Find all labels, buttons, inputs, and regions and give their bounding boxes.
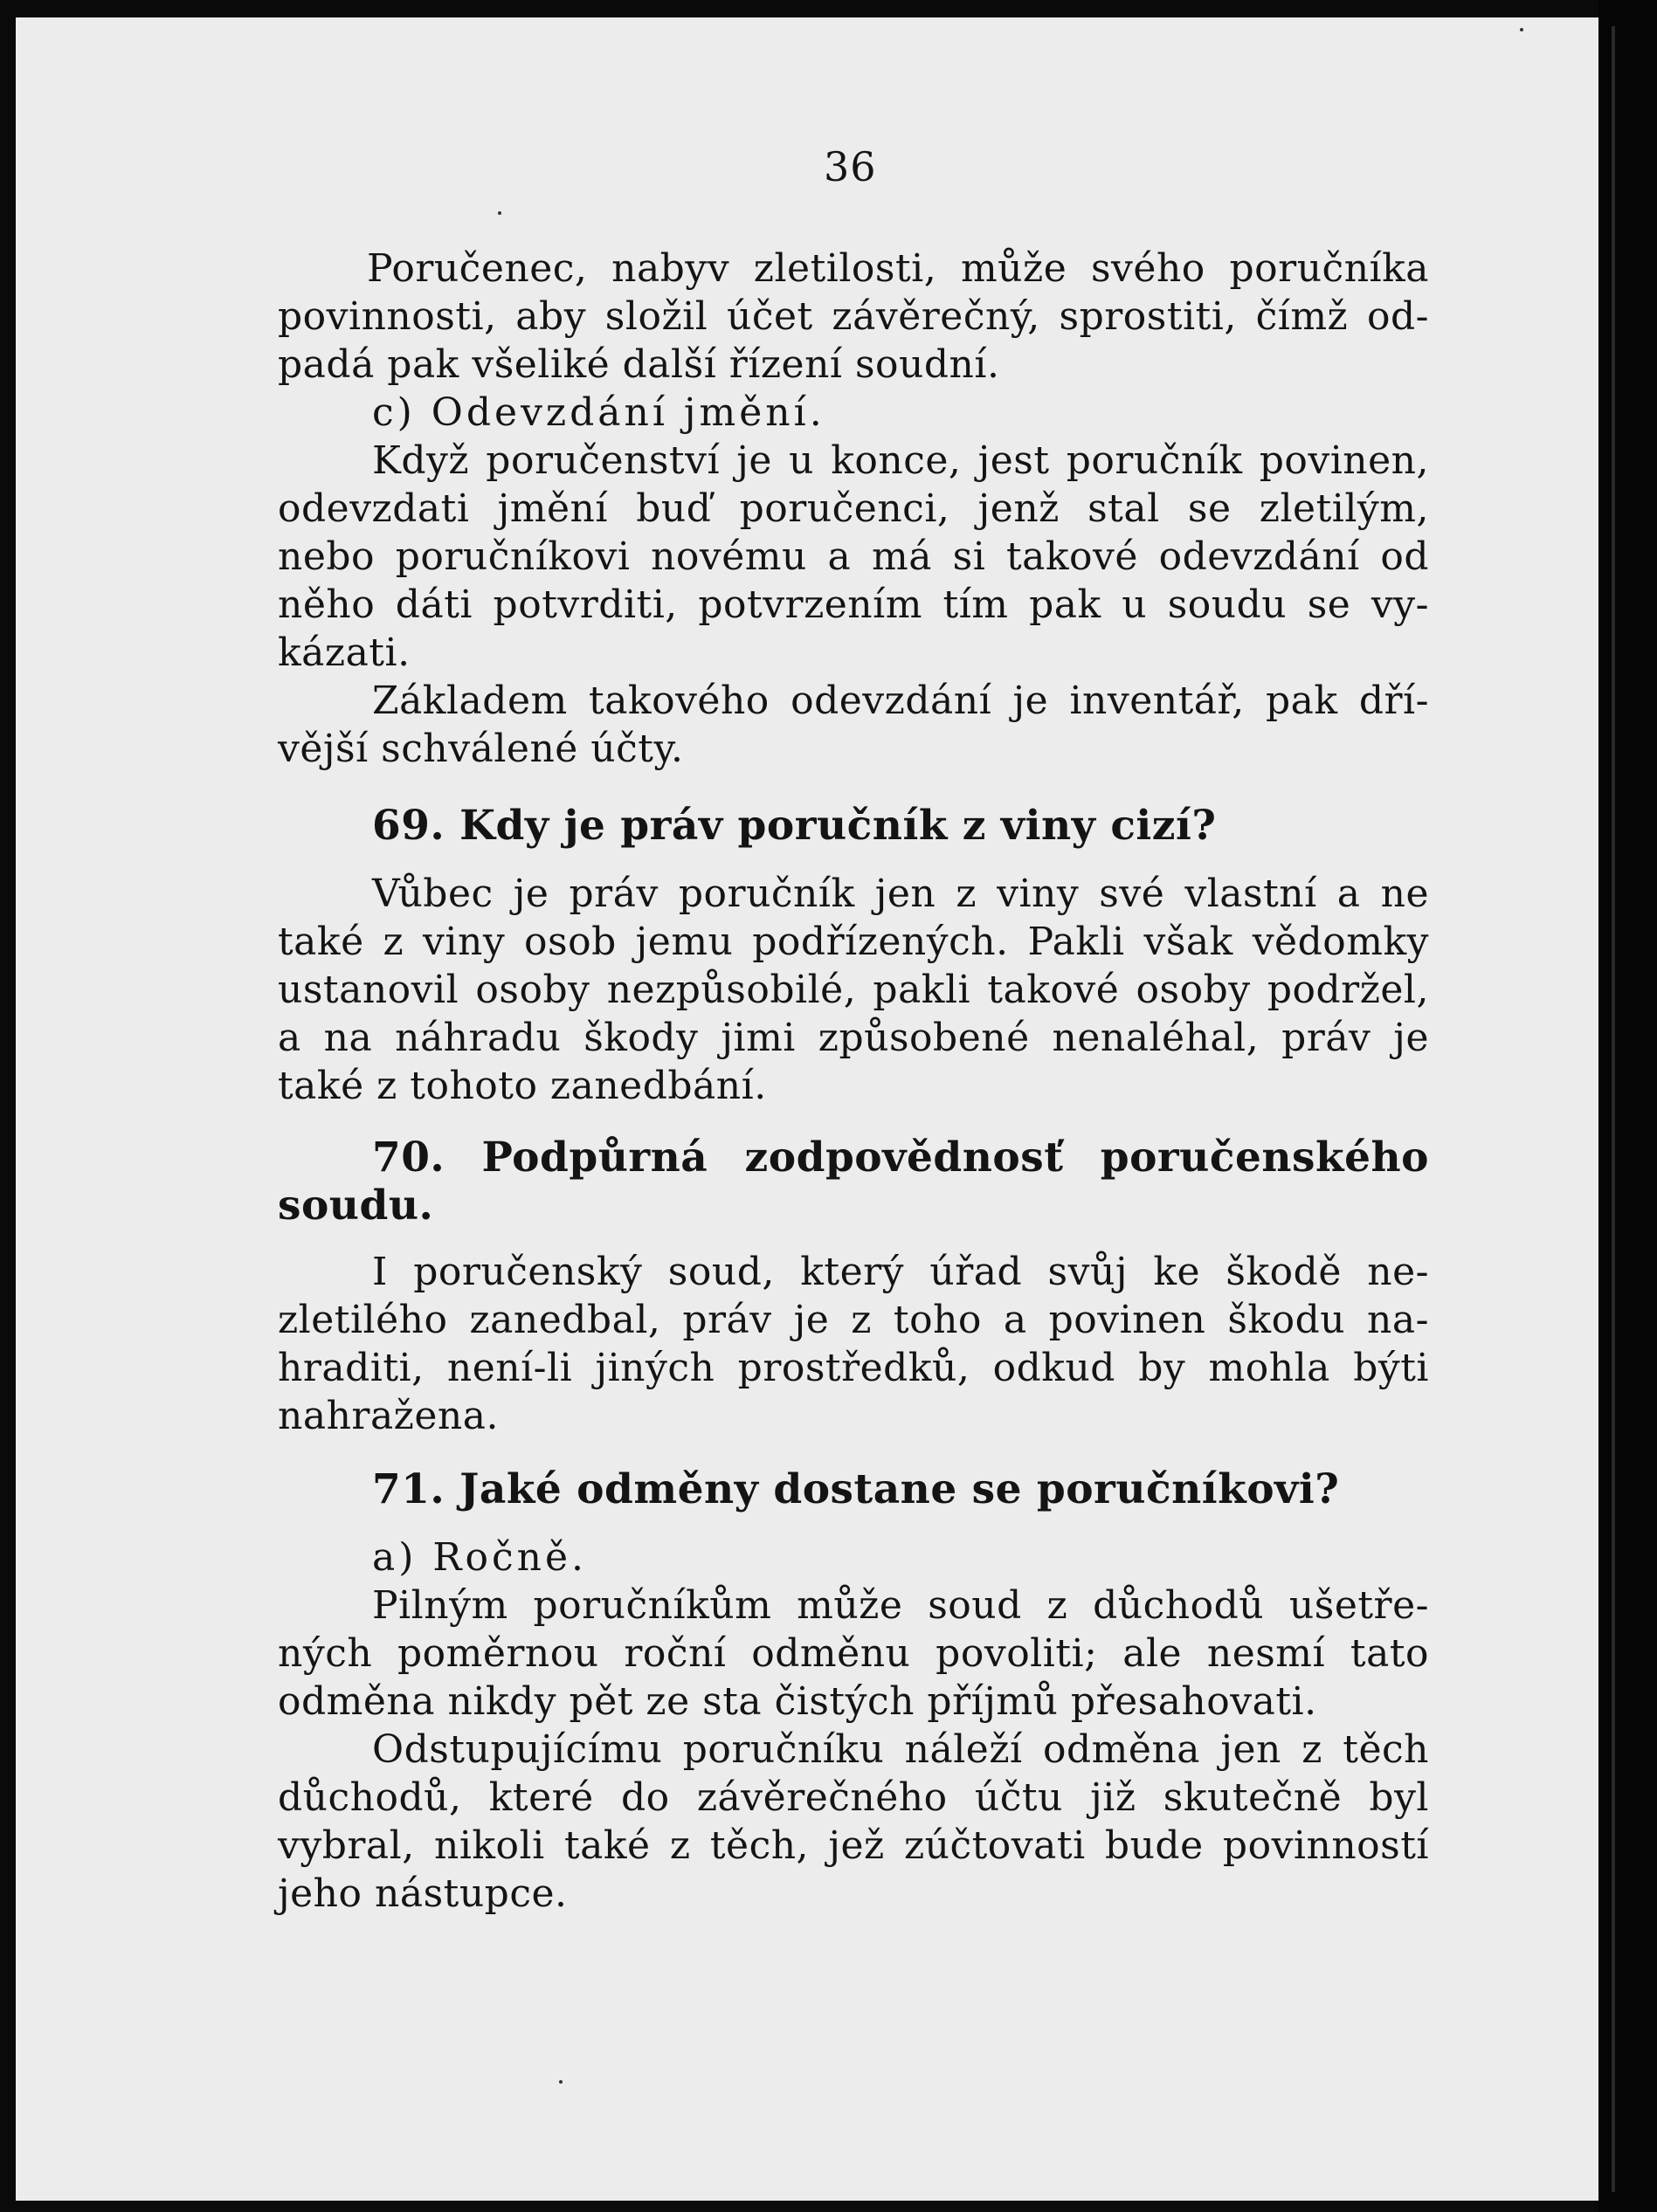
page-number: 36 bbox=[824, 143, 877, 190]
text-line: něho dáti potvrditi, potvrzením tím pak u soudu se vy- bbox=[278, 582, 1429, 627]
text-line: Když poručenství je u konce, jest poručník povinen, bbox=[372, 438, 1429, 483]
text-line: důchodů, které do závěrečného účtu již skutečně byl bbox=[278, 1775, 1429, 1820]
text-line: I poručenský soud, který úřad svůj ke škodě ne- bbox=[372, 1250, 1429, 1294]
text-line: a na náhradu škody jimi způsobené nenaléhal, práv je bbox=[278, 1016, 1429, 1060]
section-heading-70: 70. Podpůrná zodpovědnosť poručenského bbox=[372, 1134, 1429, 1182]
text-line: nebo poručníkovi novému a má si takové odevzdání od bbox=[278, 534, 1429, 579]
text-line: nahražena. bbox=[278, 1394, 499, 1438]
print-speck bbox=[1520, 28, 1523, 31]
text-line: kázati. bbox=[278, 631, 411, 675]
text-line: jeho nástupce. bbox=[278, 1871, 568, 1916]
text-line: ných poměrnou roční odměnu povoliti; ale nesmí tato bbox=[278, 1631, 1429, 1676]
section-heading-69: 69. Kdy je práv poručník z viny cizí? bbox=[372, 802, 1217, 850]
text-line: hraditi, není-li jiných prostředků, odkud by mohla býti bbox=[278, 1346, 1429, 1390]
book-page bbox=[16, 17, 1598, 2201]
text-line: Odstupujícímu poručníku náleží odměna jen z těch bbox=[372, 1727, 1429, 1772]
section-heading-71: 71. Jaké odměny dostane se poručníkovi? bbox=[372, 1465, 1340, 1513]
text-line: Pilným poručníkům může soud z důchodů ušetře- bbox=[372, 1583, 1429, 1628]
print-speck bbox=[498, 211, 501, 215]
text-line: padá pak všeliké další řízení soudní. bbox=[278, 342, 1000, 387]
subsection-text: c) Odevzdání jmění. bbox=[372, 390, 825, 435]
text-line: vější schválené účty. bbox=[278, 727, 684, 771]
subsection-heading bbox=[372, 390, 825, 435]
text-line: vybral, nikoli také z těch, jež zúčtovati bude povinností bbox=[278, 1823, 1429, 1868]
text-line: také z tohoto zanedbání. bbox=[278, 1064, 767, 1108]
text-line: zletilého zanedbal, práv je z toho a povinen škodu na- bbox=[278, 1298, 1429, 1342]
text-line: odměna nikdy pět ze sta čistých příjmů přesahovati. bbox=[278, 1679, 1317, 1724]
scan-right-border bbox=[1598, 0, 1657, 2212]
section-heading-70-cont: soudu. bbox=[278, 1182, 434, 1230]
text-line: Poručenec, nabyv zletilosti, může svého poručníka bbox=[367, 246, 1429, 291]
print-speck bbox=[559, 2080, 563, 2084]
subsection-heading bbox=[372, 1535, 588, 1580]
scan-edge-line bbox=[1612, 26, 1615, 2192]
text-line: Vůbec je práv poručník jen z viny své vlastní a ne bbox=[372, 872, 1429, 916]
text-line: povinnosti, aby složil účet závěrečný, sprostiti, čímž od- bbox=[278, 294, 1429, 339]
text-line: odevzdati jmění buď poručenci, jenž stal se zletilým, bbox=[278, 486, 1429, 531]
subsection-text: a) Ročně. bbox=[372, 1535, 588, 1580]
text-line: také z viny osob jemu podřízených. Pakli však vědomky bbox=[278, 920, 1429, 964]
text-line: Základem takového odevzdání je inventář, pak dří- bbox=[372, 679, 1429, 723]
text-line: ustanovil osoby nezpůsobilé, pakli takové osoby podržel, bbox=[278, 968, 1429, 1012]
